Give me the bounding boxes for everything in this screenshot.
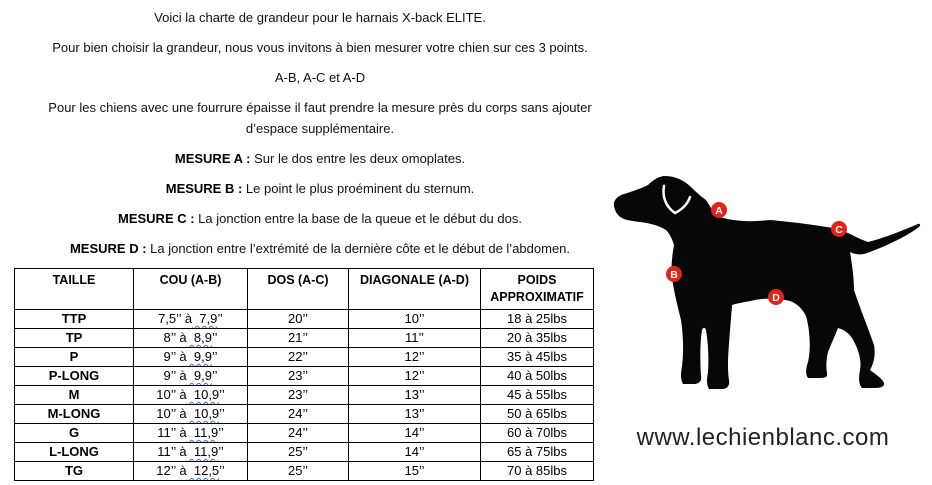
- cell-taille: TP: [15, 329, 134, 348]
- measure-line: [0, 238, 640, 259]
- cell-cou: [134, 424, 248, 443]
- cell-poids: 18 à 25lbs: [481, 310, 594, 329]
- measure-point-c: [831, 221, 847, 237]
- cou-value-suffix: ’’: [218, 425, 224, 440]
- intro-section: [0, 7, 640, 268]
- header-diagonale: DIAGONALE (A-D): [349, 269, 481, 310]
- cou-value-prefix: 12’’ à: [156, 463, 187, 478]
- cou-value-spellcheck: 12,5: [186, 463, 220, 478]
- measure-line: [0, 148, 640, 169]
- cou-value-spellcheck: 11,9: [186, 425, 219, 440]
- cell-cou: [134, 310, 248, 329]
- cell-diagonale: 11’’: [349, 329, 481, 348]
- cell-poids: 45 à 55lbs: [481, 386, 594, 405]
- cell-diagonale: 12’’: [349, 348, 481, 367]
- cou-value-suffix: ’’: [211, 330, 218, 345]
- measure-text: Le point le plus proéminent du sternum.: [242, 181, 475, 196]
- cell-poids: 20 à 35lbs: [481, 329, 594, 348]
- table-row: [15, 329, 594, 348]
- cell-taille: M-LONG: [15, 405, 134, 424]
- measure-text: La jonction entre l’extrémité de la dernière côte et le début de l’abdomen.: [146, 241, 571, 256]
- cou-value-suffix: ’’: [219, 406, 225, 421]
- cou-value-prefix: 11’’ à: [157, 444, 187, 459]
- intro-line-1: Voici la charte de grandeur pour le harnais X-back ELITE.: [154, 10, 486, 25]
- cell-cou: [134, 348, 248, 367]
- marker-c-letter: C: [835, 223, 843, 236]
- cell-dos: 23’’: [248, 367, 349, 386]
- cell-diagonale: 13’’: [349, 405, 481, 424]
- cell-cou: [134, 329, 248, 348]
- measure-text: La jonction entre la base de la queue et le début du dos.: [194, 211, 522, 226]
- cell-cou: [134, 367, 248, 386]
- table-row: [15, 310, 594, 329]
- cell-taille: L-LONG: [15, 443, 134, 462]
- marker-a-letter: A: [715, 204, 723, 217]
- measure-label: MESURE C :: [118, 211, 195, 226]
- cou-value-spellcheck: 7,9: [192, 311, 218, 326]
- cell-diagonale: 15’’: [349, 462, 481, 481]
- cell-cou: [134, 405, 248, 424]
- table-row: [15, 443, 594, 462]
- measure-point-b: [666, 266, 682, 282]
- cell-dos: 25’’: [248, 443, 349, 462]
- dog-silhouette-image: [612, 172, 932, 432]
- table-header-row: [15, 269, 594, 310]
- cell-cou: [134, 443, 248, 462]
- cou-value-spellcheck: 10,9: [186, 387, 220, 402]
- cell-dos: 21’’: [248, 329, 349, 348]
- table-row: [15, 348, 594, 367]
- cell-taille: G: [15, 424, 134, 443]
- cell-taille: P: [15, 348, 134, 367]
- measure-line: [0, 208, 640, 229]
- cou-value-prefix: 10’’ à: [156, 387, 187, 402]
- cou-value-prefix: 11’’ à: [157, 425, 187, 440]
- table-row: [15, 424, 594, 443]
- cell-diagonale: 12’’: [349, 367, 481, 386]
- cell-cou: [134, 462, 248, 481]
- measure-point-d: [768, 289, 784, 305]
- cou-value-spellcheck: 11,9: [186, 444, 219, 459]
- cell-poids: 50 à 65lbs: [481, 405, 594, 424]
- cou-value-spellcheck: 9,9: [186, 368, 212, 383]
- cou-value-prefix: 10’’ à: [156, 406, 187, 421]
- cell-taille: P-LONG: [15, 367, 134, 386]
- cou-value-suffix: ’’: [218, 444, 224, 459]
- measure-label: MESURE D :: [69, 241, 147, 256]
- cell-dos: 23’’: [248, 386, 349, 405]
- intro-line-2: Pour bien choisir la grandeur, nous vous invitons à bien mesurer votre chien sur ces 3 points.: [52, 40, 588, 55]
- cell-dos: 20’’: [248, 310, 349, 329]
- cell-cou: [134, 386, 248, 405]
- cell-poids: 70 à 85lbs: [481, 462, 594, 481]
- header-poids: POIDS APPROXIMATIF: [481, 269, 594, 310]
- header-taille: TAILLE: [15, 269, 134, 310]
- size-table: [14, 268, 594, 481]
- cou-value-prefix: 7,5’’ à: [158, 311, 193, 326]
- header-cou: COU (A-B): [134, 269, 248, 310]
- website-url: www.lechienblanc.com: [636, 424, 890, 451]
- measure-text: Sur le dos entre les deux omoplates.: [250, 151, 466, 166]
- cou-value-suffix: ’’: [211, 368, 218, 383]
- cell-taille: TG: [15, 462, 134, 481]
- cell-taille: TTP: [15, 310, 134, 329]
- cell-dos: 24’’: [248, 405, 349, 424]
- cou-value-spellcheck: 9,9: [186, 349, 212, 364]
- cou-value-suffix: ’’: [219, 463, 225, 478]
- measure-definitions: [0, 148, 640, 259]
- cell-poids: 60 à 70lbs: [481, 424, 594, 443]
- cou-value-prefix: 8’’ à: [163, 330, 187, 345]
- intro-line-4: [0, 97, 640, 139]
- table-row: [15, 386, 594, 405]
- cell-diagonale: 10’’: [349, 310, 481, 329]
- cou-value-suffix: ’’: [217, 311, 223, 326]
- cou-value-prefix: 9’’ à: [163, 349, 187, 364]
- cell-diagonale: 13’’: [349, 386, 481, 405]
- cou-value-suffix: ’’: [211, 349, 218, 364]
- measurement-diagram: [612, 172, 932, 482]
- cell-diagonale: 14’’: [349, 424, 481, 443]
- measure-label: MESURE A :: [174, 151, 251, 166]
- table-row: [15, 405, 594, 424]
- cell-dos: 25’’: [248, 462, 349, 481]
- table-row: [15, 367, 594, 386]
- measure-label: MESURE B :: [165, 181, 243, 196]
- header-dos: DOS (A-C): [248, 269, 349, 310]
- marker-d-letter: D: [772, 291, 780, 304]
- cell-poids: 35 à 45lbs: [481, 348, 594, 367]
- cell-poids: 40 à 50lbs: [481, 367, 594, 386]
- cell-dos: 24’’: [248, 424, 349, 443]
- intro-line-4a: Pour les chiens avec une fourrure épaisse il faut prendre la mesure près du corps sans ajouter: [48, 100, 592, 115]
- cou-value-prefix: 9’’ à: [163, 368, 187, 383]
- cell-poids: 65 à 75lbs: [481, 443, 594, 462]
- intro-line-3: A-B, A-C et A-D: [274, 70, 366, 85]
- cell-dos: 22’’: [248, 348, 349, 367]
- intro-line-4b: d’espace supplémentaire.: [245, 121, 395, 136]
- cell-diagonale: 14’’: [349, 443, 481, 462]
- measure-point-a: [711, 202, 727, 218]
- cell-taille: M: [15, 386, 134, 405]
- measure-line: [0, 178, 640, 199]
- cou-value-spellcheck: 10,9: [186, 406, 220, 421]
- cou-value-suffix: ’’: [219, 387, 225, 402]
- cou-value-spellcheck: 8,9: [186, 330, 212, 345]
- dog-body-shape: [614, 176, 920, 389]
- marker-b-letter: B: [670, 268, 678, 281]
- table-row: [15, 462, 594, 481]
